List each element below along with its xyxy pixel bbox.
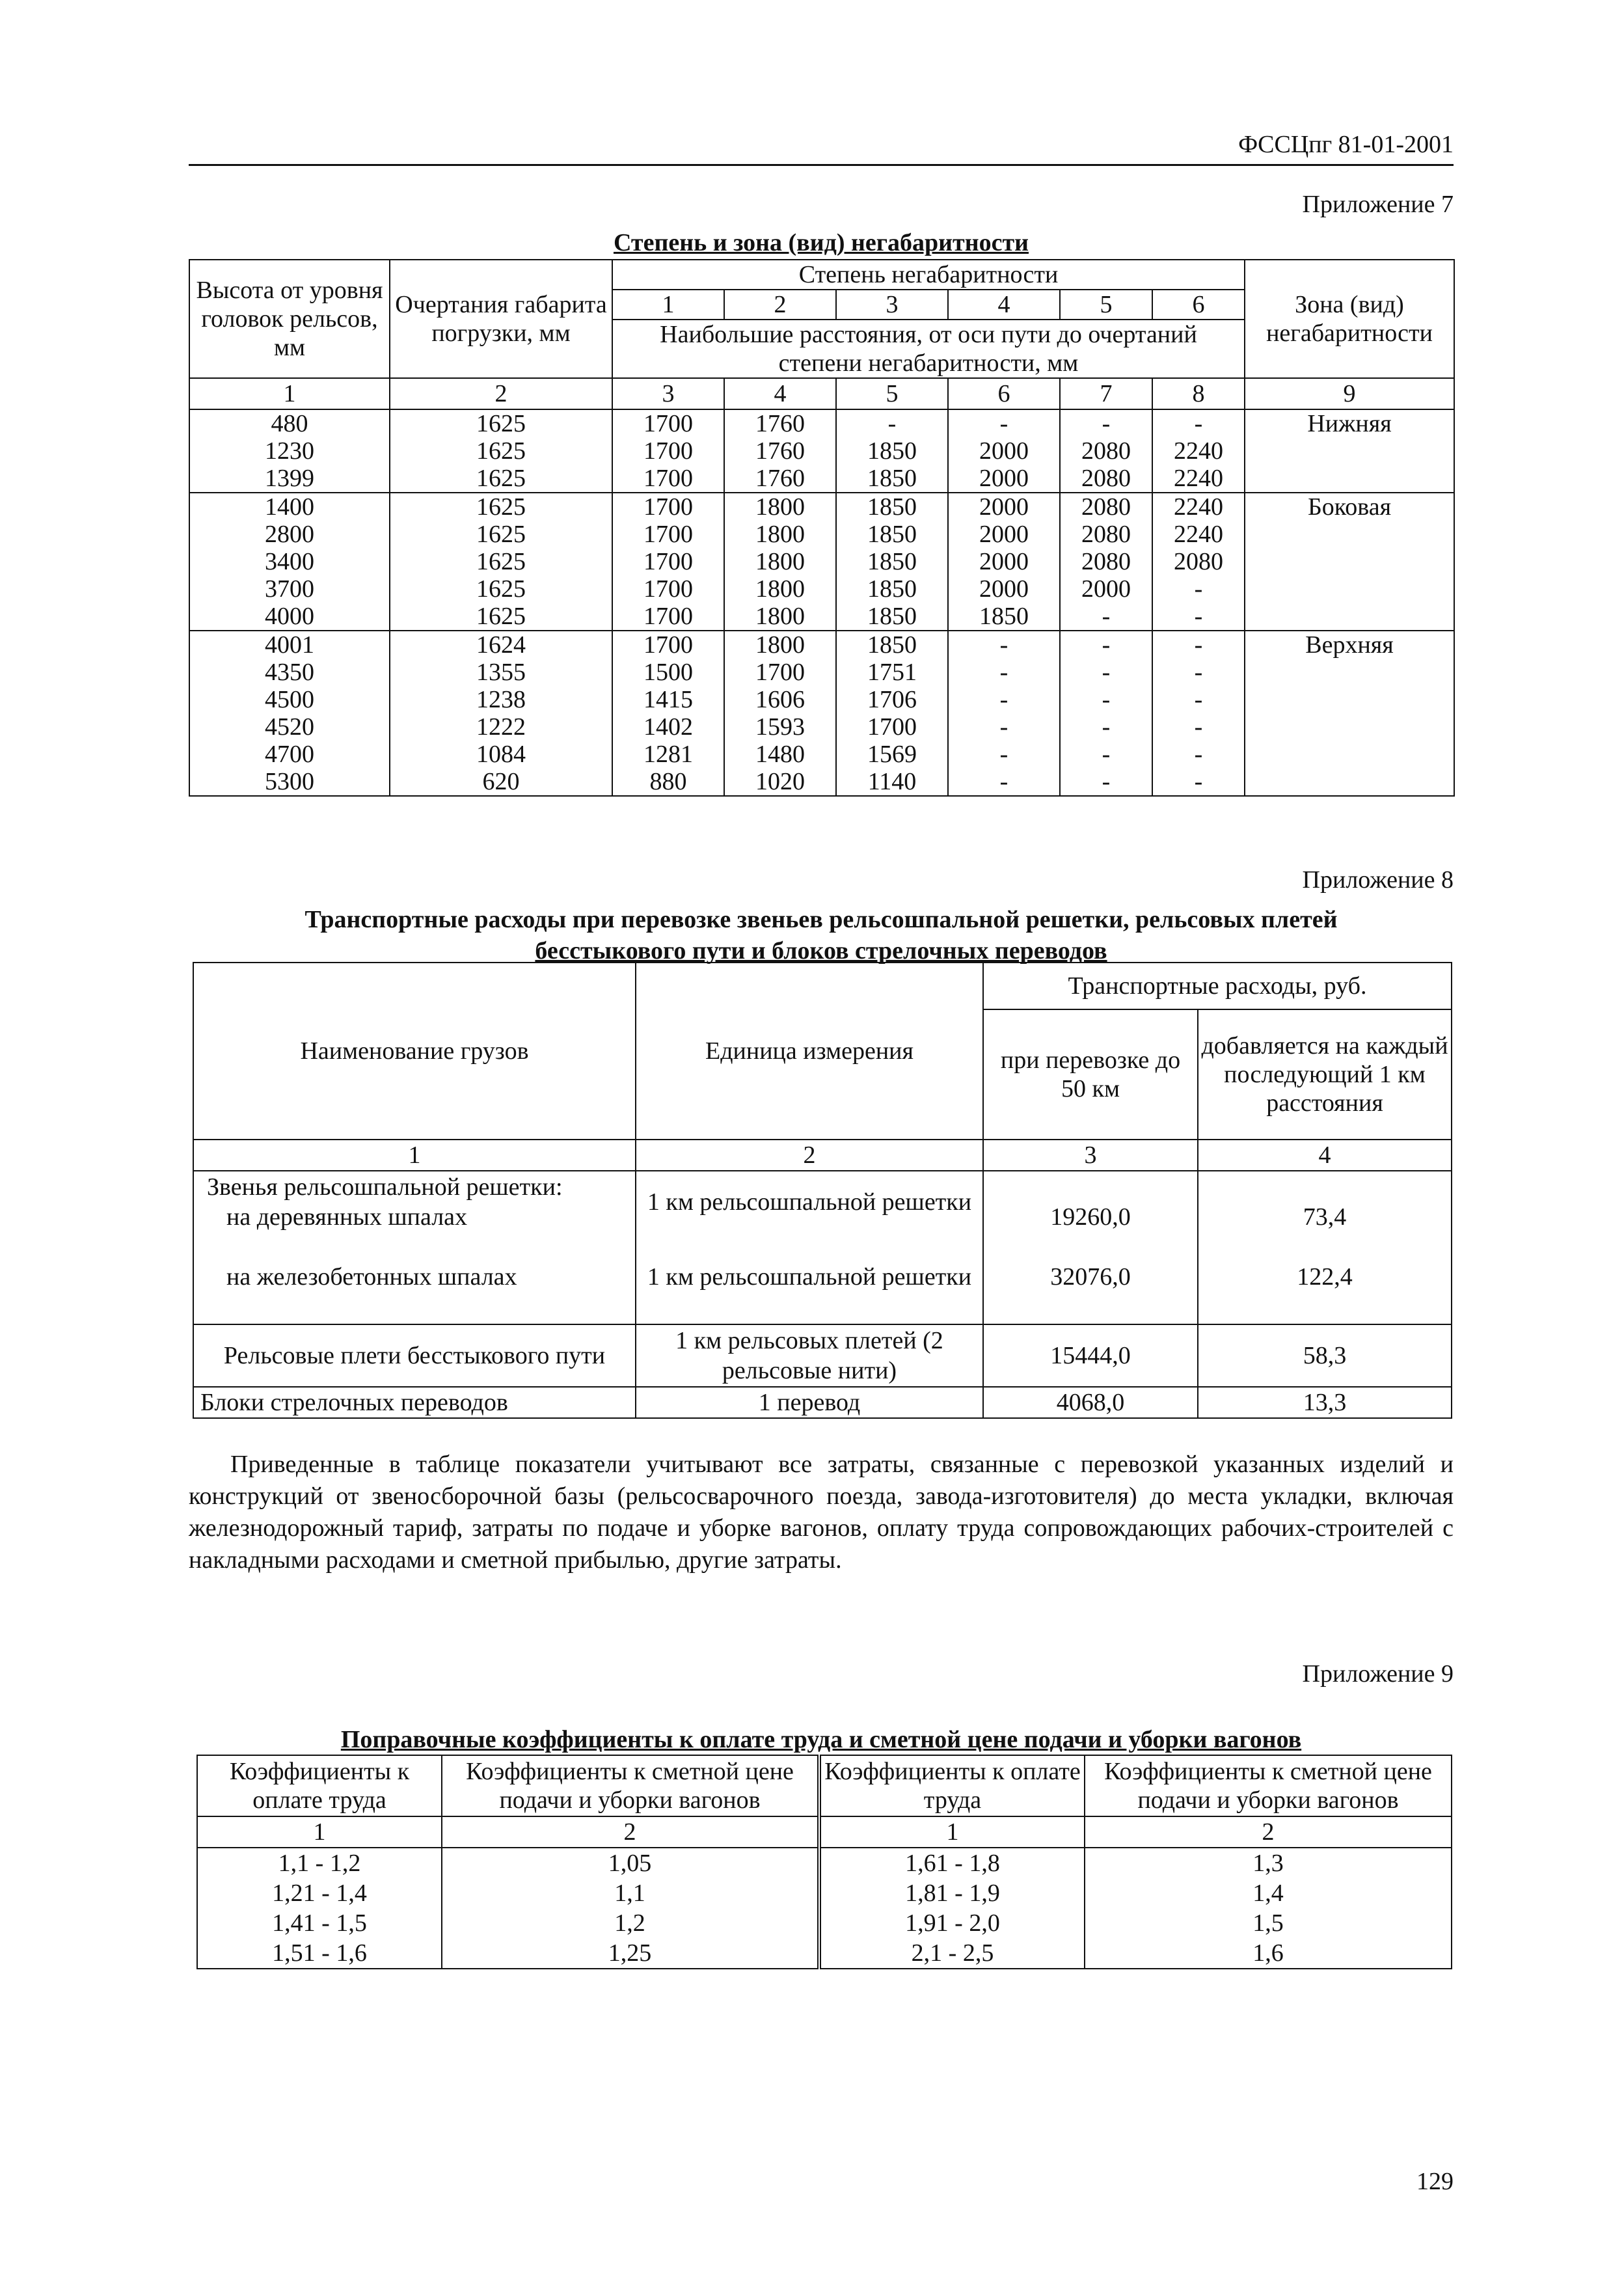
labor-coef-range: 1,41 - 1,5: [197, 1908, 442, 1938]
distance-cell: 1402: [612, 713, 724, 741]
header-degree: Степень негабаритности: [612, 260, 1245, 290]
cost-upto-50: 32076,0: [983, 1262, 1198, 1324]
distance-cell: -: [948, 741, 1060, 768]
labor-coef-range: 1,51 - 1,6: [197, 1938, 442, 1969]
unit-cell: 1 км рельсовых плетей (2 рельсовые нити): [636, 1324, 983, 1387]
distance-cell: 1850: [948, 603, 1060, 631]
labor-coef-range: 1,81 - 1,9: [819, 1878, 1085, 1908]
clearance-table: [189, 259, 1455, 797]
distance-cell: -: [1152, 409, 1245, 437]
distance-cell: 1850: [836, 575, 948, 603]
header-height: Высота от уровня головок рельсов, мм: [189, 260, 390, 378]
distance-cell: 1700: [612, 575, 724, 603]
distance-cell: 1700: [612, 631, 724, 659]
cargo-name: на деревянных шпалах: [193, 1202, 636, 1232]
header-wagon-coef: Коэффициенты к сметной цене подачи и уборки вагонов: [1085, 1755, 1452, 1816]
header-labor-coef: Коэффициенты к оплате труда: [819, 1755, 1085, 1816]
distance-cell: 2000: [948, 437, 1060, 465]
distance-cell: 1850: [836, 465, 948, 493]
distance-cell: -: [1060, 659, 1152, 686]
distance-cell: 1800: [724, 631, 836, 659]
spacer: [636, 1232, 983, 1262]
col-number: 2: [636, 1140, 983, 1171]
col-number: 3: [983, 1140, 1198, 1171]
distance-cell: 1140: [836, 768, 948, 796]
outline-cell: 1238: [390, 686, 612, 713]
labor-coef-range: 1,91 - 2,0: [819, 1908, 1085, 1938]
distance-cell: 2240: [1152, 437, 1245, 465]
header-wagon-coef: Коэффициенты к сметной цене подачи и уборки вагонов: [442, 1755, 819, 1816]
height-cell: 4520: [189, 713, 390, 741]
appendix-8-note: Приведенные в таблице показатели учитывают все затраты, связанные с перевозкой указанных изделий и конструкций от звеносборочной базы (рельсосварочного поезда, завода-изготовителя) до места укладки, включая железнодорожный тариф, затраты по подаче и уборке вагонов, оплату труда сопровождающих рабочих-строителей с накладными расходами и сметной прибылью, другие затраты.: [189, 1451, 1454, 1574]
labor-coef-range: 1,21 - 1,4: [197, 1878, 442, 1908]
distance-cell: -: [948, 768, 1060, 796]
zone-cell: Нижняя: [1245, 409, 1454, 493]
header-cargo-name: Наименование грузов: [193, 963, 636, 1140]
height-cell: 4500: [189, 686, 390, 713]
distance-cell: 1760: [724, 465, 836, 493]
cargo-name: Рельсовые плети бесстыкового пути: [193, 1324, 636, 1387]
wagon-coef-value: 1,5: [1085, 1908, 1452, 1938]
distance-cell: 880: [612, 768, 724, 796]
wagon-coef-value: 1,6: [1085, 1938, 1452, 1969]
cargo-name: на железобетонных шпалах: [193, 1262, 636, 1324]
height-cell: 1399: [189, 465, 390, 493]
appendix-7-label: Приложение 7: [1302, 191, 1454, 218]
distance-cell: 2000: [948, 493, 1060, 521]
header-per-km: добавляется на каждый последующий 1 км расстояния: [1198, 1009, 1452, 1140]
group-title: Звенья рельсошпальной решетки:: [193, 1171, 636, 1202]
distance-cell: 1500: [612, 659, 724, 686]
appendix-9-title: Поправочные коэффициенты к оплате труда и сметной цене подачи и уборки вагонов: [340, 1726, 1302, 1753]
distance-cell: 1800: [724, 493, 836, 521]
appendix-8-title-line1: Транспортные расходы при перевозке звеньев рельсошпальной решетки, рельсовых плетей: [304, 906, 1338, 933]
distance-cell: 1760: [724, 437, 836, 465]
header-labor-coef: Коэффициенты к оплате труда: [197, 1755, 442, 1816]
appendix-8-label: Приложение 8: [1302, 866, 1454, 894]
unit-cell: 1 км рельсошпальной решетки: [636, 1262, 983, 1324]
cost-per-km: 122,4: [1198, 1262, 1452, 1324]
distance-cell: 1020: [724, 768, 836, 796]
header-rule: [189, 164, 1454, 166]
outline-cell: 1222: [390, 713, 612, 741]
col-number: 9: [1245, 378, 1454, 409]
distance-cell: -: [1060, 631, 1152, 659]
distance-cell: -: [1152, 741, 1245, 768]
cost-upto-50: 15444,0: [983, 1324, 1198, 1387]
distance-cell: 2240: [1152, 465, 1245, 493]
distance-cell: -: [1060, 409, 1152, 437]
header-transport-costs: Транспортные расходы, руб.: [983, 963, 1452, 1009]
distance-cell: 1700: [612, 493, 724, 521]
distance-cell: 1850: [836, 548, 948, 575]
distance-cell: 1415: [612, 686, 724, 713]
col-number: 2: [390, 378, 612, 409]
height-cell: 4350: [189, 659, 390, 686]
labor-coef-range: 1,61 - 1,8: [819, 1848, 1085, 1878]
cargo-name: Блоки стрелочных переводов: [193, 1387, 636, 1418]
height-cell: 480: [189, 409, 390, 437]
col-number: 4: [724, 378, 836, 409]
height-cell: 4001: [189, 631, 390, 659]
distance-cell: 1800: [724, 575, 836, 603]
distance-cell: 2080: [1060, 548, 1152, 575]
wagon-coef-value: 1,2: [442, 1908, 819, 1938]
distance-cell: 1850: [836, 631, 948, 659]
distance-cell: 2080: [1060, 493, 1152, 521]
col-number: 1: [193, 1140, 636, 1171]
outline-cell: 1625: [390, 437, 612, 465]
degree-3: 3: [836, 290, 948, 320]
col-number: 1: [819, 1816, 1085, 1848]
height-cell: 1230: [189, 437, 390, 465]
outline-cell: 1625: [390, 603, 612, 631]
distance-cell: 1850: [836, 521, 948, 548]
header-distances: Наибольшие расстояния, от оси пути до очертаний степени негабаритности, мм: [612, 320, 1245, 378]
header-zone: Зона (вид) негабаритности: [1245, 260, 1454, 378]
header-outline: Очертания габарита погрузки, мм: [390, 260, 612, 378]
col-number: 7: [1060, 378, 1152, 409]
distance-cell: 1281: [612, 741, 724, 768]
distance-cell: 2080: [1060, 521, 1152, 548]
distance-cell: 2000: [948, 575, 1060, 603]
distance-cell: -: [1060, 603, 1152, 631]
distance-cell: 1480: [724, 741, 836, 768]
distance-cell: -: [1060, 713, 1152, 741]
wagon-coef-value: 1,1: [442, 1878, 819, 1908]
degree-5: 5: [1060, 290, 1152, 320]
appendix-8-title: [189, 905, 1454, 966]
cost-per-km: 58,3: [1198, 1324, 1452, 1387]
cost-upto-50: 19260,0: [983, 1171, 1198, 1232]
labor-coef-range: 2,1 - 2,5: [819, 1938, 1085, 1969]
cost-upto-50: 4068,0: [983, 1387, 1198, 1418]
col-number: 2: [442, 1816, 819, 1848]
degree-1: 1: [612, 290, 724, 320]
distance-cell: -: [1060, 768, 1152, 796]
distance-cell: 1700: [612, 409, 724, 437]
col-number: 1: [197, 1816, 442, 1848]
distance-cell: -: [1060, 741, 1152, 768]
distance-cell: 2080: [1060, 437, 1152, 465]
distance-cell: -: [1152, 659, 1245, 686]
col-number: 2: [1085, 1816, 1452, 1848]
height-cell: 5300: [189, 768, 390, 796]
distance-cell: -: [948, 713, 1060, 741]
distance-cell: 1850: [836, 603, 948, 631]
spacer: [1198, 1232, 1452, 1262]
outline-cell: 1084: [390, 741, 612, 768]
distance-cell: -: [948, 409, 1060, 437]
distance-cell: -: [1152, 575, 1245, 603]
distance-cell: 2000: [948, 548, 1060, 575]
spacer: [193, 1232, 636, 1262]
outline-cell: 1355: [390, 659, 612, 686]
distance-cell: 1700: [612, 603, 724, 631]
distance-cell: 1569: [836, 741, 948, 768]
zone-cell: Боковая: [1245, 493, 1454, 631]
degree-6: 6: [1152, 290, 1245, 320]
col-number: 4: [1198, 1140, 1452, 1171]
distance-cell: -: [1060, 686, 1152, 713]
appendix-8-title-line2: бесстыкового пути и блоков стрелочных переводов: [535, 937, 1107, 964]
distance-cell: -: [1152, 686, 1245, 713]
distance-cell: 2000: [948, 521, 1060, 548]
distance-cell: -: [948, 631, 1060, 659]
distance-cell: 2080: [1060, 465, 1152, 493]
cost-per-km: 13,3: [1198, 1387, 1452, 1418]
distance-cell: 2000: [948, 465, 1060, 493]
distance-cell: -: [1152, 713, 1245, 741]
height-cell: 4700: [189, 741, 390, 768]
distance-cell: 1751: [836, 659, 948, 686]
spacer: [983, 1232, 1198, 1262]
page-number: 129: [1416, 2168, 1454, 2195]
col-number: 8: [1152, 378, 1245, 409]
labor-coef-range: 1,1 - 1,2: [197, 1848, 442, 1878]
outline-cell: 1625: [390, 465, 612, 493]
outline-cell: 620: [390, 768, 612, 796]
height-cell: 2800: [189, 521, 390, 548]
outline-cell: 1625: [390, 521, 612, 548]
height-cell: 4000: [189, 603, 390, 631]
distance-cell: 2080: [1152, 548, 1245, 575]
col-number: 5: [836, 378, 948, 409]
distance-cell: 1850: [836, 493, 948, 521]
unit-cell: 1 км рельсошпальной решетки: [636, 1171, 983, 1232]
distance-cell: 1700: [612, 548, 724, 575]
height-cell: 3700: [189, 575, 390, 603]
col-number: 1: [189, 378, 390, 409]
wagon-coef-value: 1,05: [442, 1848, 819, 1878]
cost-per-km: 73,4: [1198, 1171, 1452, 1232]
distance-cell: 1593: [724, 713, 836, 741]
wagon-coef-value: 1,25: [442, 1938, 819, 1969]
coefficients-table: [196, 1755, 1452, 1969]
col-number: 3: [612, 378, 724, 409]
zone-cell: Верхняя: [1245, 631, 1454, 796]
appendix-9-label: Приложение 9: [1302, 1660, 1454, 1688]
outline-cell: 1625: [390, 575, 612, 603]
distance-cell: -: [948, 686, 1060, 713]
distance-cell: 1700: [836, 713, 948, 741]
transport-costs-table: [193, 962, 1452, 1419]
document-code: ФССЦпг 81-01-2001: [1238, 131, 1454, 158]
wagon-coef-value: 1,4: [1085, 1878, 1452, 1908]
distance-cell: -: [948, 659, 1060, 686]
distance-cell: 1700: [724, 659, 836, 686]
degree-2: 2: [724, 290, 836, 320]
distance-cell: 1760: [724, 409, 836, 437]
distance-cell: -: [1152, 603, 1245, 631]
outline-cell: 1625: [390, 493, 612, 521]
distance-cell: -: [1152, 768, 1245, 796]
outline-cell: 1625: [390, 409, 612, 437]
distance-cell: 2000: [1060, 575, 1152, 603]
col-number: 6: [948, 378, 1060, 409]
distance-cell: -: [1152, 631, 1245, 659]
wagon-coef-value: 1,3: [1085, 1848, 1452, 1878]
distance-cell: 1606: [724, 686, 836, 713]
outline-cell: 1624: [390, 631, 612, 659]
header-upto-50km: при перевозке до 50 км: [983, 1009, 1198, 1140]
distance-cell: 1700: [612, 521, 724, 548]
distance-cell: 1800: [724, 521, 836, 548]
height-cell: 3400: [189, 548, 390, 575]
height-cell: 1400: [189, 493, 390, 521]
header-unit: Единица измерения: [636, 963, 983, 1140]
distance-cell: -: [836, 409, 948, 437]
distance-cell: 1800: [724, 603, 836, 631]
distance-cell: 1700: [612, 437, 724, 465]
degree-4: 4: [948, 290, 1060, 320]
distance-cell: 1700: [612, 465, 724, 493]
outline-cell: 1625: [390, 548, 612, 575]
distance-cell: 1800: [724, 548, 836, 575]
distance-cell: 1706: [836, 686, 948, 713]
appendix-7-title: Степень и зона (вид) негабаритности: [613, 229, 1029, 256]
unit-cell: 1 перевод: [636, 1387, 983, 1418]
distance-cell: 2240: [1152, 493, 1245, 521]
distance-cell: 2240: [1152, 521, 1245, 548]
distance-cell: 1850: [836, 437, 948, 465]
